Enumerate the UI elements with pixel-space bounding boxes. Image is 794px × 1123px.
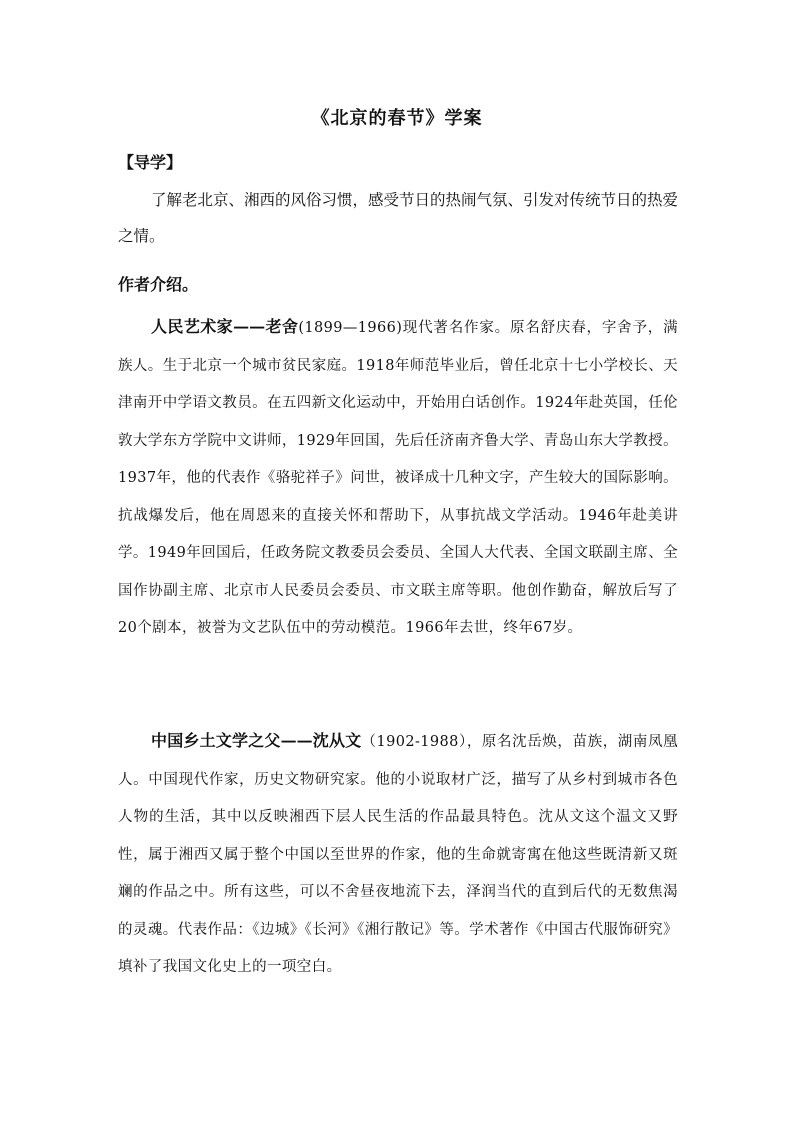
lao-she-bio-paragraph [118, 308, 678, 648]
shen-congwen-bio-text: （1902-1988），原名沈岳焕，苗族，湖南凤凰人。中国现代作家，历史文物研究家。他的小说取材广泛，描写了从乡村到城市各色人物的生活，其中以反映湘西下层人民生活的作品最具特色。沈从文这个温文又野性，属于湘西又属于整个中国以至世界的作家，他的生命就寄寓在他这些既清新又斑斓的作品之中。所有这些，可以不舍昼夜地流下去，泽润当代的直到后代的无数焦渴的灵魂。代表作品：《边城》《长河》《湘行散记》等。学术著作《中国古代服饰研究》填补了我国文化史上的一项空白。 [118, 734, 678, 975]
lao-she-lead: 人民艺术家——老舍 [151, 317, 299, 336]
lao-she-bio-text: (1899—1966)现代著名作家。原名舒庆春，字舍予，满族人。生于北京一个城市贫民家庭。1918年师范毕业后，曾任北京十七小学校长、天津南开中学语文教员。在五四新文化运动中，开始用白话创作。1924年赴英国，任伦敦大学东方学院中文讲师，1929年回国，先后任济南齐鲁大学、青岛山东大学教授。1937年，他的代表作《骆驼祥子》问世，被译成十几种文字，产生较大的国际影响。抗战爆发后，他在周恩来的直接关怀和帮助下，从事抗战文学活动。1946年赴美讲学。1949年回国后，任政务院文教委员会委员、全国人大代表、全国文联副主席、全国作协副主席、北京市人民委员会委员、市文联主席等职。他创作勤奋，解放后写了20个剧本，被誉为文艺队伍中的劳动模范。1966年去世，终年67岁。 [118, 320, 678, 636]
guide-heading: 【导学】 [118, 153, 183, 172]
author-intro-heading: 作者介绍。 [118, 275, 199, 294]
page-title: 《北京的春节》学案 [311, 108, 483, 129]
shen-congwen-lead: 中国乡土文学之父——沈从文 [151, 731, 362, 750]
shen-congwen-bio-paragraph [118, 722, 678, 987]
guide-paragraph: 了解老北京、湘西的风俗习惯，感受节日的热闹气氛、引发对传统节日的热爱之情。 [118, 191, 679, 245]
